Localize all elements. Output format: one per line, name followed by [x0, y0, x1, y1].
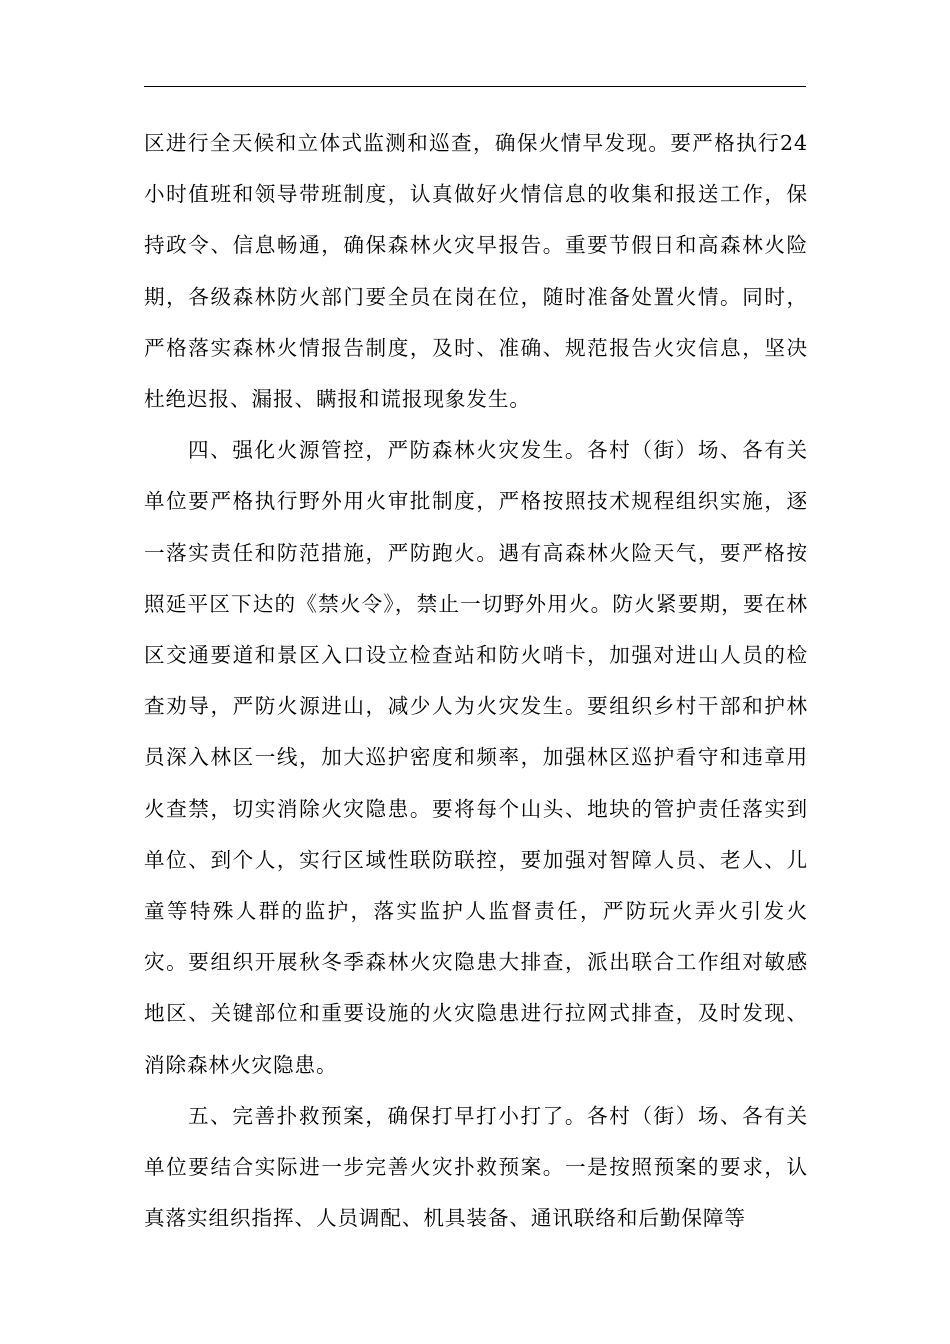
- paragraph-continued: 区进行全天候和立体式监测和巡查，确保火情早发现。要严格执行24小时值班和领导带班制度，认真做好火情信息的收集和报送工作，保持政令、信息畅通，确保森林火灾早报告。重要节假日和高森林火险期，各级森林防火部门要全员在岗在位，随时准备处置火情。同时，严格落实森林火情报告制度，及时、准确、规范报告火灾信息，坚决杜绝迟报、漏报、瞒报和谎报现象发生。: [144, 131, 808, 412]
- paragraph-section-five: 五、完善扑救预案，确保打早打小打了。各村（街）场、各有关单位要结合实际进一步完善火灾扑救预案。一是按照预案的要求，认真落实组织指挥、人员调配、机具装备、通讯联络和后勤保障等: [144, 1103, 808, 1231]
- paragraph-section-four: 四、强化火源管控，严防森林火灾发生。各村（街）场、各有关单位要严格执行野外用火审批制度，严格按照技术规程组织实施，逐一落实责任和防范措施，严防跑火。遇有高森林火险天气，要严格按照延平区下达的《禁火令》，禁止一切野外用火。防火紧要期，要在林区交通要道和景区入口设立检查站和防火哨卡，加强对进山人员的检查劝导，严防火源进山，减少人为火灾发生。要组织乡村干部和护林员深入林区一线，加大巡护密度和频率，加强林区巡护看守和违章用火查禁，切实消除火灾隐患。要将每个山头、地块的管护责任落实到单位、到个人，实行区域性联防联控，要加强对智障人员、老人、儿童等特殊人群的监护，落实监护人监督责任，严防玩火弄火引发火灾。要组织开展秋冬季森林火灾隐患大排查，派出联合工作组对敏感地区、关键部位和重要设施的火灾隐患进行拉网式排查，及时发现、消除森林火灾隐患。: [144, 438, 808, 1077]
- document-body: [144, 118, 808, 1244]
- header-rule: [144, 86, 806, 87]
